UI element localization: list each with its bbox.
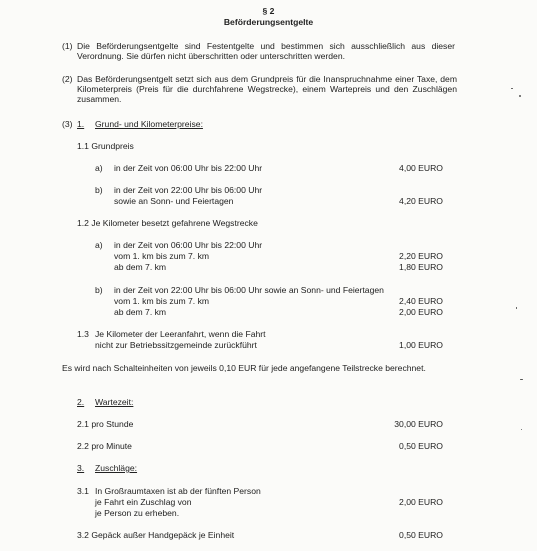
price-amount: 2,00 EURO <box>399 497 443 507</box>
item-number-2: (2) <box>62 74 73 84</box>
label-a: a) <box>95 240 103 250</box>
surcharge-text: In Großraumtaxen ist ab der fünften Person <box>95 486 261 496</box>
km-range-text: ab dem 7. km <box>114 307 167 317</box>
price-amount: 2,20 EURO <box>399 251 443 261</box>
subsection-3-1-number: 3.1 <box>77 486 89 496</box>
subsection-1-2-title: 1.2 Je Kilometer besetzt gefahrene Wegstrecke <box>77 218 258 228</box>
section-title-grund-km: Grund- und Kilometerpreise: <box>95 119 203 129</box>
price-amount: 0,50 EURO <box>399 441 443 451</box>
section-index-3: 3. <box>77 463 85 473</box>
km-range-text: ab dem 7. km <box>114 262 167 272</box>
scan-speck <box>520 379 523 380</box>
section-index-1: 1. <box>77 119 85 129</box>
luggage-surcharge-label: 3.2 Gepäck außer Handgepäck je Einheit <box>77 530 235 540</box>
label-a: a) <box>95 163 103 173</box>
subsection-1-1-title: 1.1 Grundpreis <box>77 141 134 151</box>
km-range-text: vom 1. km bis zum 7. km <box>114 251 210 261</box>
label-b: b) <box>95 285 103 295</box>
time-range-text: in der Zeit von 06:00 Uhr bis 22:00 Uhr <box>114 163 263 173</box>
subsection-1-3-number: 1.3 <box>77 329 89 339</box>
price-amount: 1,80 EURO <box>399 262 443 272</box>
price-amount: 30,00 EURO <box>394 419 443 429</box>
time-range-text: in der Zeit von 22:00 Uhr bis 06:00 Uhr <box>114 185 263 195</box>
subsection-1-3-text: nicht zur Betriebssitzgemeinde zurückführt <box>95 340 257 350</box>
item-number-1: (1) <box>62 41 73 51</box>
time-range-text: in der Zeit von 22:00 Uhr bis 06:00 Uhr sowie an Sonn- und Feiertagen <box>114 285 384 295</box>
time-range-text: sowie an Sonn- und Feiertagen <box>114 196 234 206</box>
price-amount: 2,00 EURO <box>399 307 443 317</box>
price-amount: 2,40 EURO <box>399 296 443 306</box>
price-amount: 1,00 EURO <box>399 340 443 350</box>
scan-speck <box>516 307 517 309</box>
surcharge-text: je Fahrt ein Zuschlag von <box>95 497 192 507</box>
price-amount: 0,50 EURO <box>399 530 443 540</box>
time-range-text: in der Zeit von 06:00 Uhr bis 22:00 Uhr <box>114 240 263 250</box>
label-b: b) <box>95 185 103 195</box>
item-number-3: (3) <box>62 119 73 129</box>
billing-note: Es wird nach Schalteinheiten von jeweils 0,10 EUR für jede angefangene Teilstrecke berechnet. <box>62 363 426 373</box>
surcharge-text: je Person zu erheben. <box>95 508 180 518</box>
section-index-2: 2. <box>77 397 85 407</box>
scan-speck <box>511 88 513 89</box>
intro-paragraph-1: Die Beförderungsentgelte sind Festentgelte und bestimmen sich ausschließlich aus dieser Verordnung. Sie dürfen nicht überschritten oder unterschritten werden. <box>77 41 455 61</box>
scan-speck <box>519 95 521 97</box>
section-title-zuschlaege: Zuschläge: <box>95 463 138 473</box>
wait-per-minute-label: 2.2 pro Minute <box>77 441 132 451</box>
page-title: Beförderungsentgelte <box>223 17 314 27</box>
price-amount: 4,00 EURO <box>399 163 443 173</box>
km-range-text: vom 1. km bis zum 7. km <box>114 296 210 306</box>
scan-speck <box>521 429 522 430</box>
subsection-1-3-text: Je Kilometer der Leeranfahrt, wenn die Fahrt <box>95 329 266 339</box>
intro-paragraph-2: Das Beförderungsentgelt setzt sich aus dem Grundpreis für die Inanspruchnahme einer Taxe, dem Kilometerpreis (Preis für die durchfahrene Wegstrecke), einem Wartepreis und den Zuschlägen zusammen. <box>77 74 457 104</box>
paragraph-number: § 2 <box>262 6 275 16</box>
price-amount: 4,20 EURO <box>399 196 443 206</box>
wait-per-hour-label: 2.1 pro Stunde <box>77 419 134 429</box>
section-title-wartezeit: Wartezeit: <box>95 397 134 407</box>
